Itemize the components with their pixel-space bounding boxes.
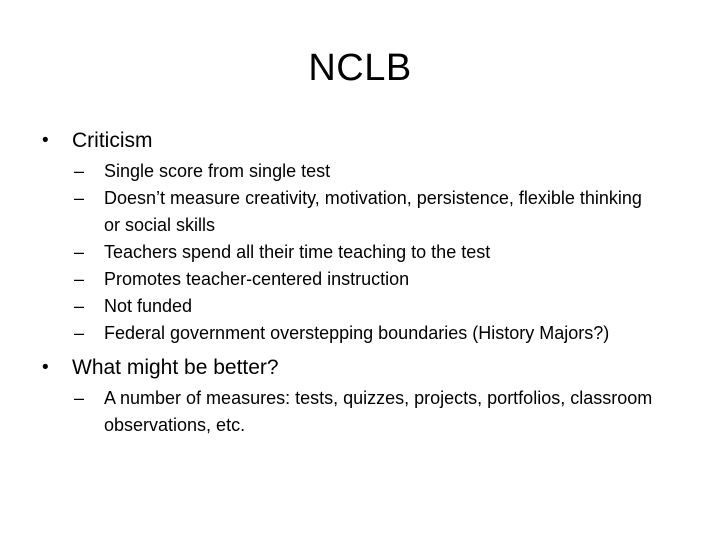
sub-bullet (74, 293, 644, 320)
sub-bullet-marker: – (74, 188, 85, 208)
sub-bullet-text: Promotes teacher-centered instruction (104, 269, 410, 289)
sub-bullet-marker: – (74, 388, 85, 408)
slide-title: NCLB (308, 47, 412, 89)
sub-bullet-text: Teachers spend all their time teaching to the test (104, 242, 491, 262)
sub-bullet-marker: – (74, 323, 85, 343)
sub-bullet-marker: – (74, 242, 85, 262)
sub-bullet-text: Doesn’t measure creativity, motivation, persistence, flexible thinking or social skills (104, 188, 642, 235)
sub-bullet-text: Single score from single test (104, 161, 331, 181)
bullet-what-might-be-better (42, 353, 682, 383)
bullet-heading: What might be better? (72, 356, 279, 379)
bullet-criticism (42, 126, 682, 156)
better-sublist (74, 385, 682, 439)
sub-bullet-marker: – (74, 296, 85, 316)
sub-bullet-text: A number of measures: tests, quizzes, projects, portfolios, classroom observations, etc. (104, 388, 653, 435)
sub-bullet-text: Federal government overstepping boundaries (History Majors?) (104, 323, 610, 343)
sub-bullet (74, 185, 644, 239)
sub-bullet (74, 266, 644, 293)
bullet-heading: Criticism (72, 129, 153, 152)
sub-bullet-marker: – (74, 269, 85, 289)
sub-bullet-marker: – (74, 161, 85, 181)
sub-bullet (74, 385, 684, 439)
bullet-marker: • (42, 130, 49, 151)
sub-bullet-text: Not funded (104, 296, 193, 316)
criticism-sublist (74, 158, 682, 347)
slide-content (42, 126, 682, 445)
sub-bullet (74, 320, 644, 347)
bullet-marker: • (42, 357, 49, 378)
sub-bullet (74, 158, 644, 185)
sub-bullet (74, 239, 644, 266)
